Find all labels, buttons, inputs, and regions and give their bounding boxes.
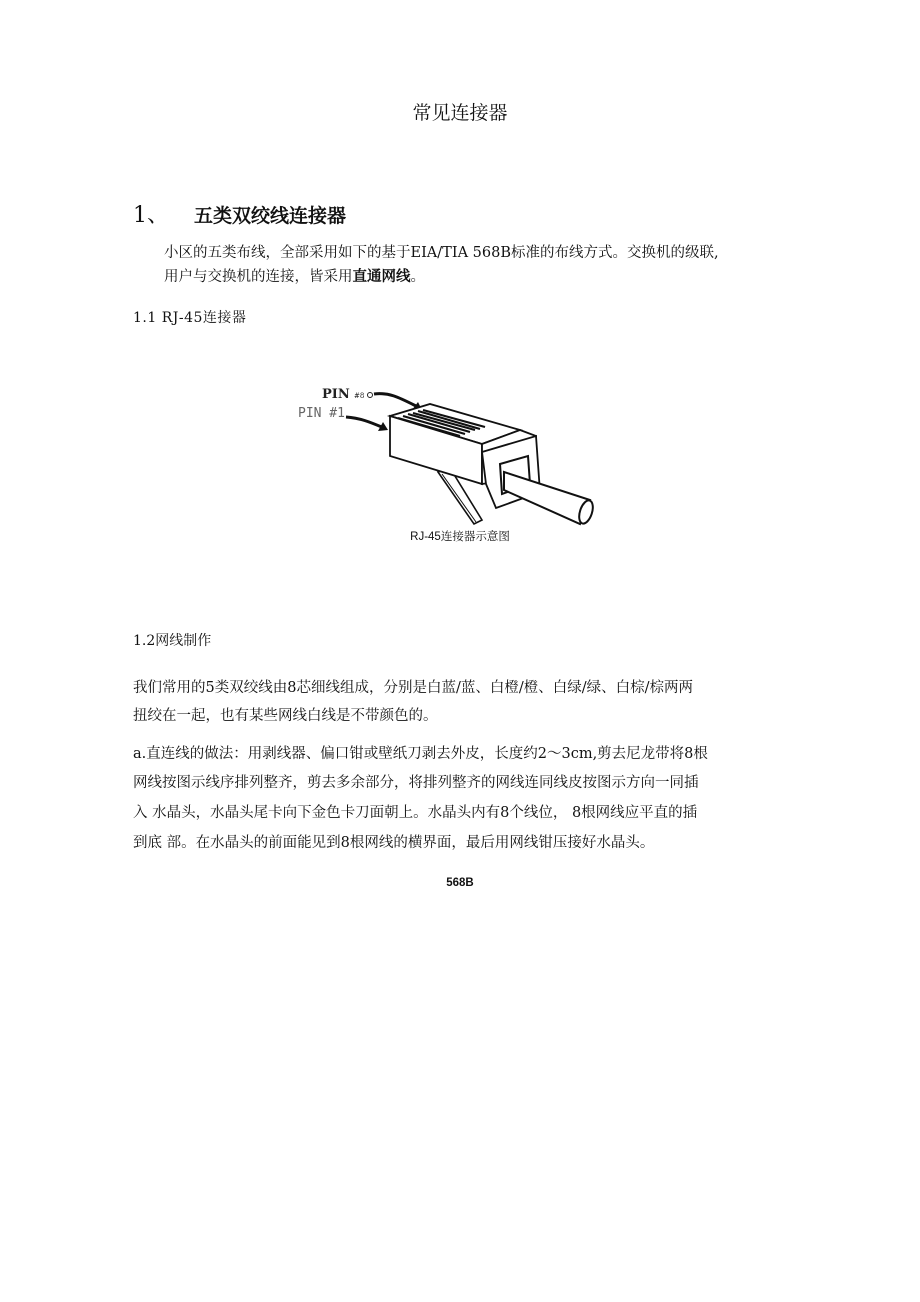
paragraph-2-line-3: 入 水晶头，水晶头尾卡向下金色卡刀面朝上。水晶头内有8个线位， 8根网线应平直的插 — [133, 805, 698, 821]
label-pin-top: PIN — [322, 387, 350, 402]
label-pin-1: PIN #1 — [298, 406, 345, 421]
label-pin-top-suffix: #8 — [354, 392, 365, 400]
section-title: 五类双绞线连接器 — [194, 205, 347, 227]
page-title: 常见连接器 — [412, 102, 508, 124]
arrow-pin-1-icon — [346, 417, 384, 428]
intro-paragraph-line-1: 小区的五类布线，全部采用如下的基于EIA/TIA 568B标准的布线方式。交换机的级联, — [164, 245, 719, 261]
section-number: 1、 — [133, 203, 169, 228]
figure-caption: RJ-45连接器示意图 — [410, 531, 510, 543]
standard-label-568b: 568B — [446, 877, 474, 889]
subsection-heading-rj45: 1.1 RJ-45连接器 — [133, 310, 247, 326]
intro-text-end: 。 — [410, 269, 425, 285]
subsection-heading-cable-making: 1.2网线制作 — [133, 633, 212, 649]
paragraph-1-line-2: 扭绞在一起，也有某些网线白线是不带颜色的。 — [133, 708, 438, 724]
paragraph-2-line-2: 网线按图示线序排列整齐，剪去多余部分，将排列整齐的网线连同线皮按图示方向一同插 — [133, 775, 699, 791]
paragraph-2-line-1: a.直连线的做法：用剥线器、偏口钳或壁纸刀剥去外皮，长度约2〜3cm,剪去尼龙带将8根 — [133, 746, 708, 762]
intro-paragraph-line-2 — [164, 265, 425, 286]
rj45-connector-figure — [290, 372, 610, 542]
intro-text: 用户与交换机的连接，皆采用 — [164, 269, 353, 285]
paragraph-2-line-4: 到底 部。在水晶头的前面能见到8根网线的横界面，最后用网线钳压接好水晶头。 — [133, 835, 655, 851]
emphasis-straight-cable: 直通网线 — [352, 268, 411, 285]
pin-dot-icon — [368, 393, 373, 398]
paragraph-1-line-1: 我们常用的5类双绞线由8芯细线组成，分别是白蓝/蓝、白橙/橙、白绿/绿、白棕/棕两两 — [133, 680, 693, 696]
arrow-pin-top-icon — [374, 394, 420, 408]
